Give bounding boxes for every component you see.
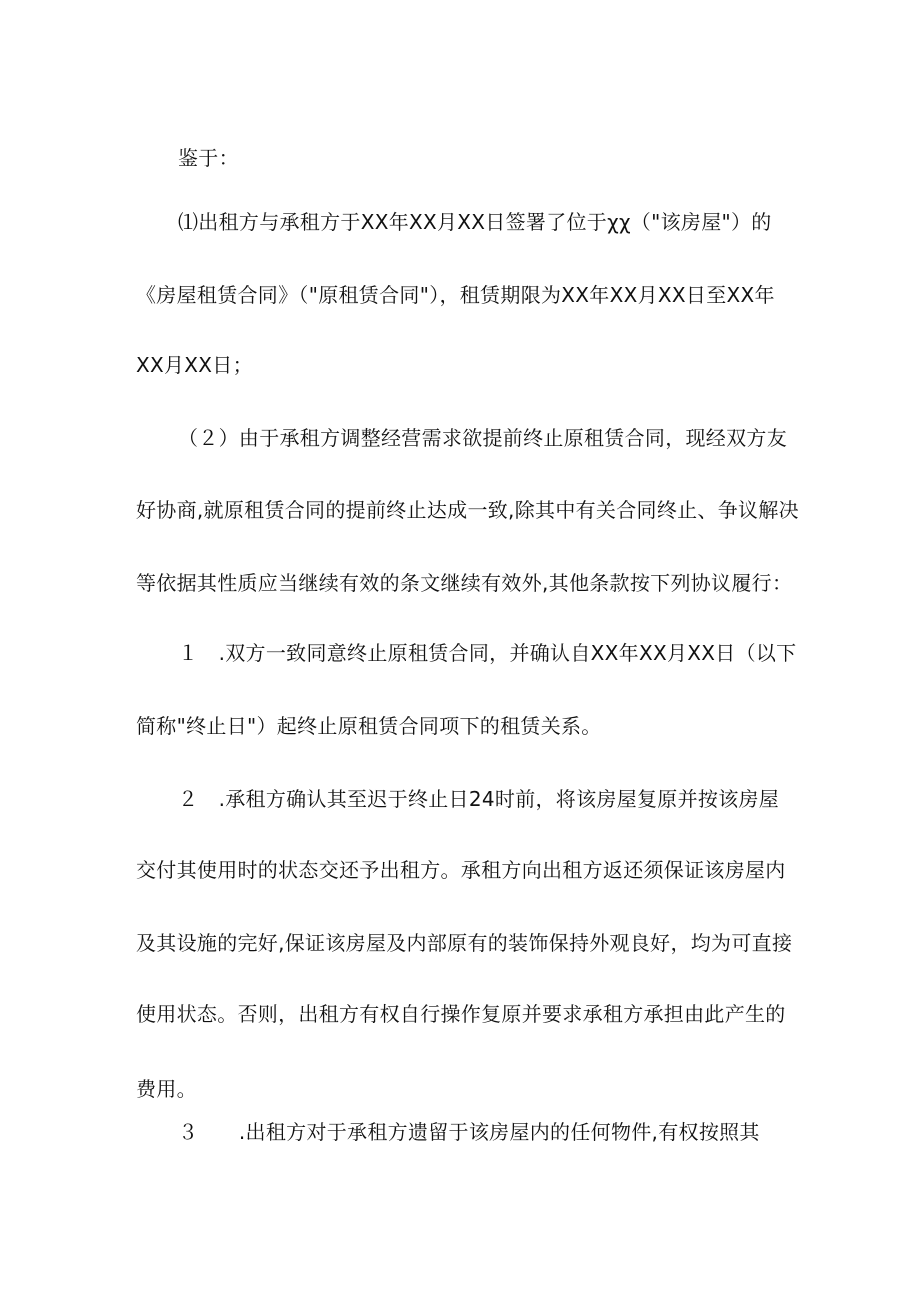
clause-2-line-4: 使用状态。否则，出租方有权自行操作复原并要求承租方承担由此产生的 xyxy=(136,1002,786,1026)
recital-1-line-1: ⑴出租方与承租方于XX年XX月XX日签署了位于χχ（"该房屋"）的 xyxy=(178,210,772,234)
recital-2-line-1: （２）由于承租方调整经营需求欲提前终止原租赁合同，现经双方友 xyxy=(178,426,787,450)
clause-2-line-1: ２ .承租方确认其至迟于终止日24时前，将该房屋复原并按该房屋 xyxy=(178,787,780,811)
recital-1-line-2: 《房屋租赁合同》（"原租赁合同"），租赁期限为XX年XX月XX日至XX年 xyxy=(136,283,775,307)
recital-2-line-2: 好协商,就原租赁合同的提前终止达成一致,除其中有关合同终止、争议解决 xyxy=(136,498,799,522)
clause-2-line-3: 及其设施的完好,保证该房屋及内部原有的装饰保持外观良好，均为可直接 xyxy=(136,931,793,955)
recital-2-line-3: 等依据其性质应当继续有效的条文继续有效外,其他条款按下列协议履行： xyxy=(136,571,793,595)
clause-3-line-1: ３ .出租方对于承租方遗留于该房屋内的任何物件,有权按照其 xyxy=(178,1120,760,1144)
clause-1-line-1: １ .双方一致同意终止原租赁合同，并确认自XX年XX月XX日（以下 xyxy=(178,641,797,665)
recital-1-line-3: XX月XX日； xyxy=(136,353,253,377)
intro-heading: 鉴于： xyxy=(178,146,239,170)
clause-2-line-5: 费用。 xyxy=(136,1077,197,1101)
clause-1-line-2: 简称"终止日"）起终止原租赁合同项下的租赁关系。 xyxy=(136,714,602,738)
clause-2-line-2: 交付其使用时的状态交还予出租方。承租方向出租方返还须保证该房屋内 xyxy=(136,858,786,882)
